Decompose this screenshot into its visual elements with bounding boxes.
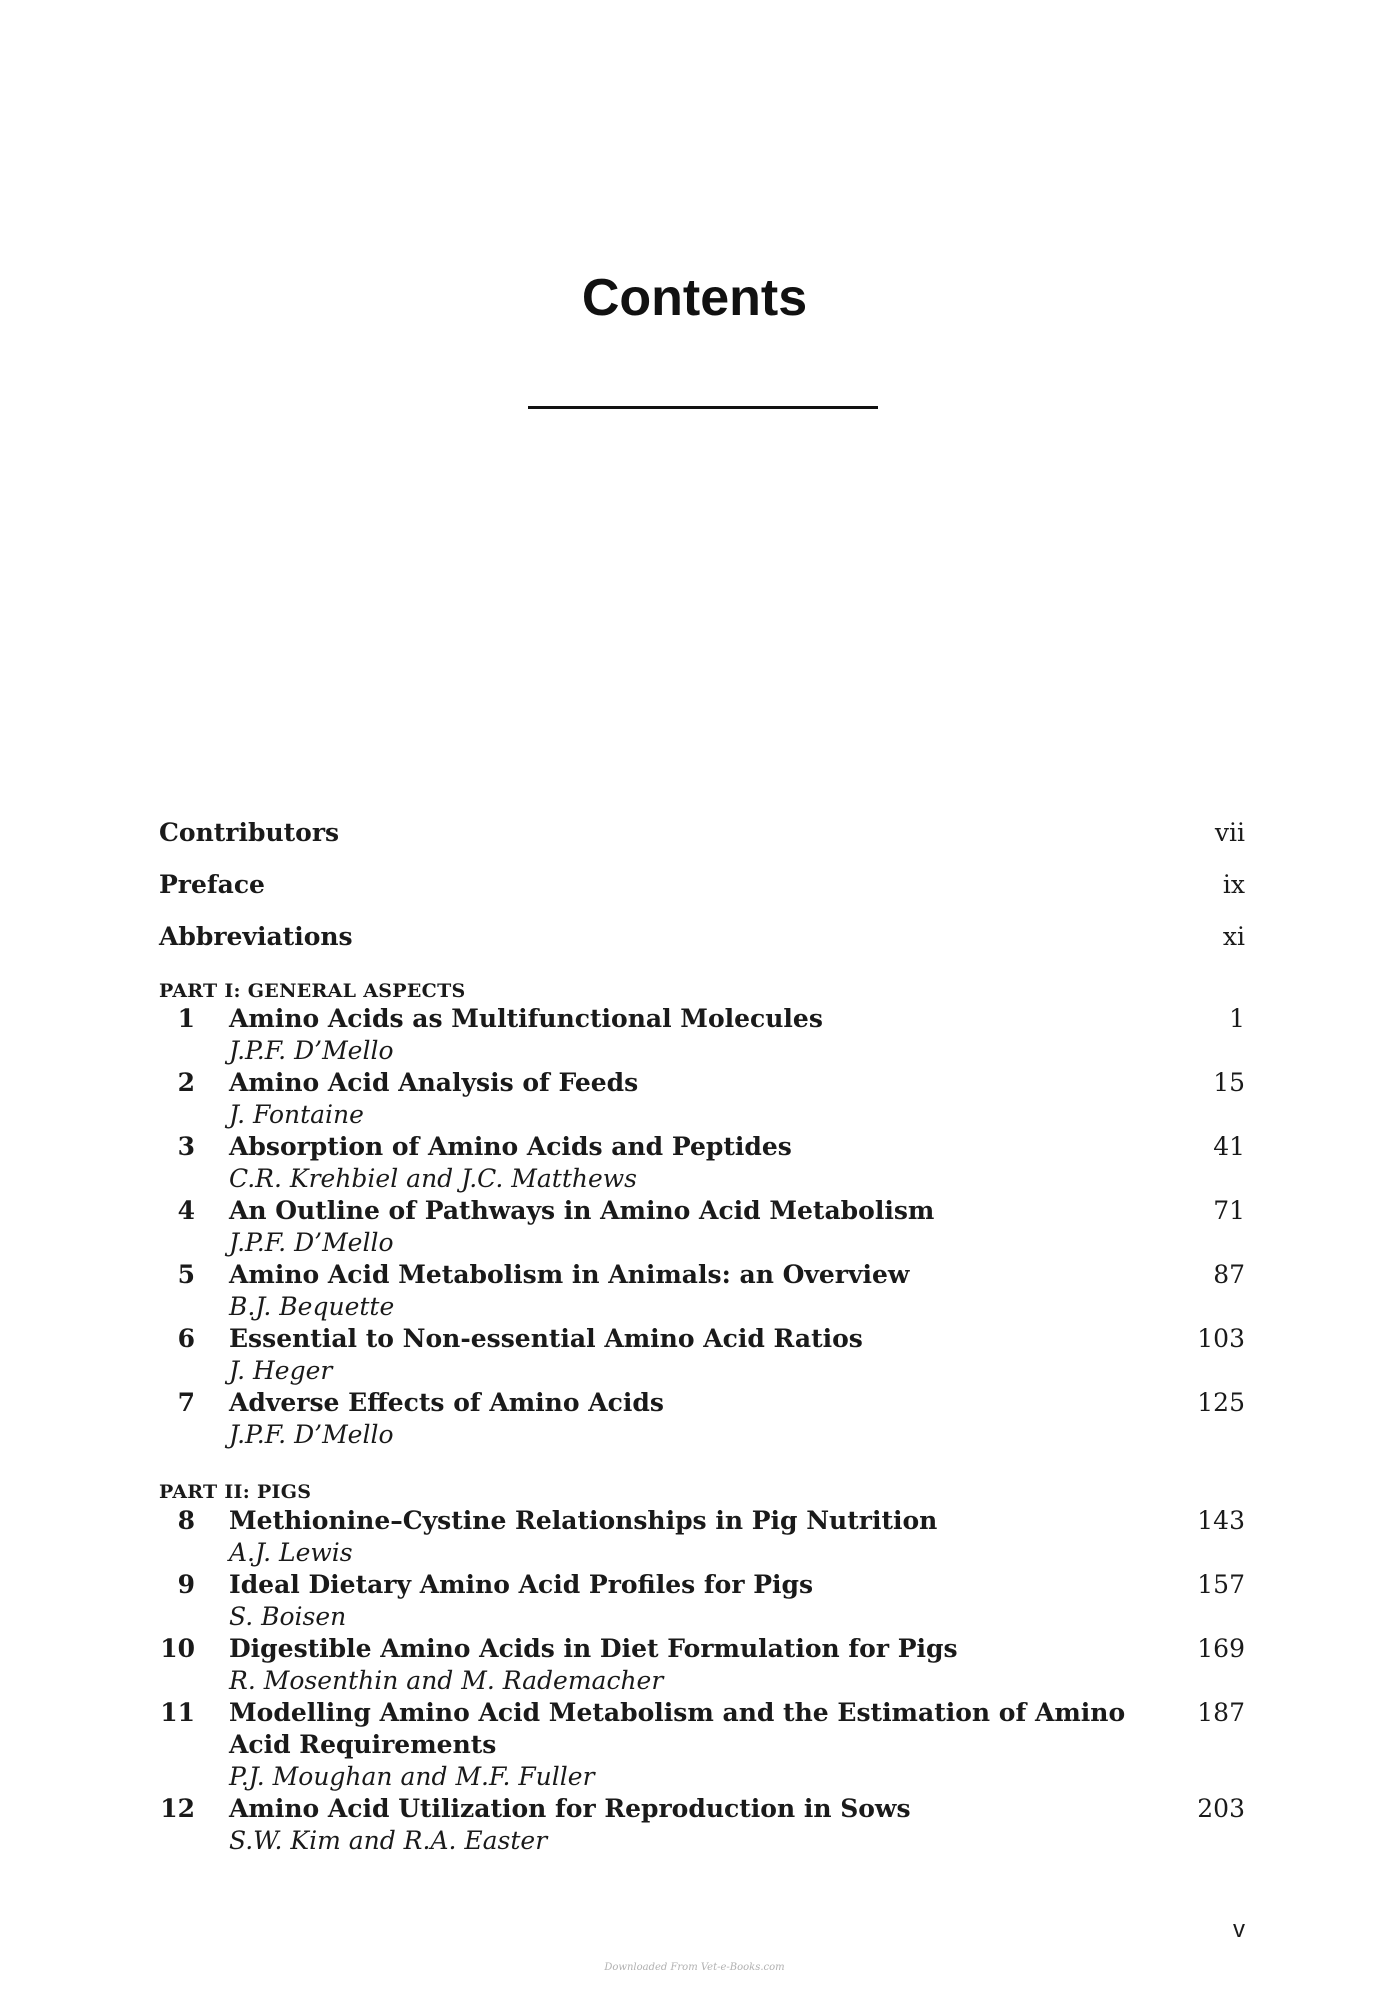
chapter-title: Ideal Dietary Amino Acid Profiles for Pigs	[229, 1570, 814, 1599]
toc-front-abbreviations[interactable]	[159, 922, 1245, 951]
chapter-author: R. Mosenthin and M. Rademacher	[229, 1666, 664, 1695]
chapter-number: 12	[160, 1794, 195, 1823]
chapter-number: 9	[177, 1570, 195, 1599]
chapter-number: 5	[177, 1260, 195, 1289]
front-label: Contributors	[159, 818, 340, 847]
chapter-page: 125	[1197, 1388, 1245, 1417]
chapter-number: 10	[160, 1634, 195, 1663]
chapter-author: J. Fontaine	[229, 1100, 364, 1129]
chapter-page: 1	[1229, 1004, 1245, 1033]
part-heading: PART I: GENERAL ASPECTS	[159, 980, 466, 1002]
front-page: vii	[1214, 818, 1245, 847]
chapter-page: 15	[1213, 1068, 1245, 1097]
title-rule	[528, 406, 878, 409]
chapter-title: Amino Acid Utilization for Reproduction in Sows	[229, 1794, 911, 1823]
chapter-page: 87	[1213, 1260, 1245, 1289]
chapter-page: 103	[1197, 1324, 1245, 1353]
part-heading: PART II: PIGS	[159, 1481, 312, 1503]
toc-front-preface[interactable]	[159, 870, 1245, 899]
chapter-number: 7	[177, 1388, 195, 1417]
chapter-number: 1	[177, 1004, 195, 1033]
chapter-number: 8	[177, 1506, 195, 1535]
page-number: v	[1233, 1916, 1245, 1943]
chapter-author: J.P.F. D’Mello	[229, 1228, 394, 1257]
front-label: Abbreviations	[159, 922, 353, 951]
chapter-author: J.P.F. D’Mello	[229, 1420, 394, 1449]
chapter-author: C.R. Krehbiel and J.C. Matthews	[229, 1164, 637, 1193]
chapter-author: J.P.F. D’Mello	[229, 1036, 394, 1065]
chapter-author: P.J. Moughan and M.F. Fuller	[229, 1762, 595, 1791]
chapter-page: 187	[1197, 1698, 1245, 1727]
chapter-title: Essential to Non-essential Amino Acid Ratios	[229, 1324, 863, 1353]
chapter-title: Amino Acid Analysis of Feeds	[229, 1068, 639, 1097]
page-title: Contents	[581, 269, 808, 327]
chapter-number: 11	[160, 1698, 195, 1727]
watermark: Downloaded From Vet-e-Books.com	[604, 1962, 785, 1973]
chapter-author: A.J. Lewis	[229, 1538, 353, 1567]
chapter-number: 6	[177, 1324, 195, 1353]
front-page: xi	[1222, 922, 1245, 951]
chapter-number: 2	[177, 1068, 195, 1097]
front-page: ix	[1222, 870, 1245, 899]
chapter-number: 4	[177, 1196, 195, 1225]
chapter-title: Methionine–Cystine Relationships in Pig Nutrition	[229, 1506, 938, 1535]
chapter-page: 157	[1197, 1570, 1245, 1599]
chapter-page: 169	[1197, 1634, 1245, 1663]
chapter-page: 41	[1213, 1132, 1245, 1161]
chapter-author: J. Heger	[229, 1356, 333, 1385]
chapter-page: 71	[1213, 1196, 1245, 1225]
front-label: Preface	[159, 870, 265, 899]
chapter-title: An Outline of Pathways in Amino Acid Metabolism	[229, 1196, 935, 1225]
chapter-title: Amino Acid Metabolism in Animals: an Overview	[229, 1260, 910, 1289]
toc-front-contributors[interactable]	[159, 818, 1245, 847]
chapter-author: B.J. Bequette	[229, 1292, 395, 1321]
chapter-author: S. Boisen	[229, 1602, 347, 1631]
chapter-title: Adverse Effects of Amino Acids	[229, 1388, 664, 1417]
chapter-title: Absorption of Amino Acids and Peptides	[229, 1132, 792, 1161]
chapter-page: 143	[1197, 1506, 1245, 1535]
chapter-page: 203	[1197, 1794, 1245, 1823]
chapter-title: Amino Acids as Multifunctional Molecules	[229, 1004, 823, 1033]
chapter-title: Modelling Amino Acid Metabolism and the Estimation of Amino Acid Requirements	[229, 1698, 1126, 1759]
chapter-title: Digestible Amino Acids in Diet Formulation for Pigs	[229, 1634, 958, 1663]
chapter-author: S.W. Kim and R.A. Easter	[229, 1826, 548, 1855]
chapter-number: 3	[177, 1132, 195, 1161]
